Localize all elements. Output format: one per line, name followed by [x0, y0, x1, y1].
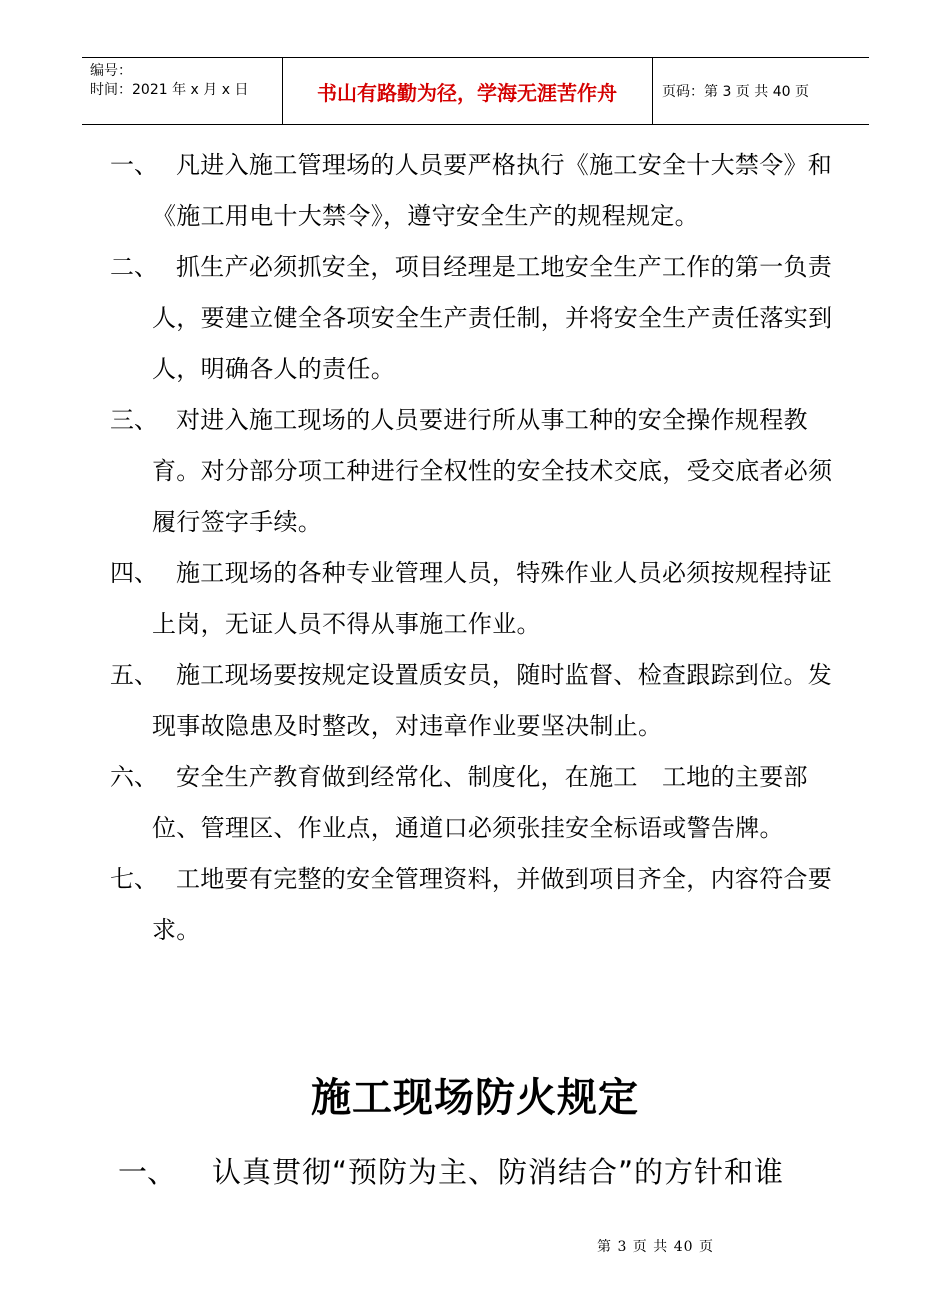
section-title: 施工现场防火规定 — [311, 1075, 639, 1121]
date-label: 时间：2021 年 x 月 x 日 — [90, 82, 249, 98]
list-item — [110, 752, 850, 854]
serial-number-label: 编号： — [90, 63, 132, 79]
list-item — [110, 242, 850, 395]
item-number: 四、 — [110, 559, 158, 587]
list-item — [110, 650, 850, 752]
item-number: 一、 — [118, 1155, 177, 1189]
page-footer: 第 3 页 共 40 页 — [597, 1239, 714, 1255]
item-text: 凡进入施工管理场的人员要严格执行《施工安全十大禁令》和《施工用电十大禁令》，遵守安全生产的规程规定。 — [152, 151, 833, 230]
item-text: 对进入施工现场的人员要进行所从事工种的安全操作规程教育。对分部分项工种进行全权性的安全技术交底，受交底者必须履行签字手续。 — [152, 406, 833, 536]
item-text: 施工现场的各种专业管理人员，特殊作业人员必须按规程持证上岗，无证人员不得从事施工作业。 — [152, 559, 833, 638]
page-header — [82, 57, 869, 125]
item-text: 认真贯彻“预防为主、防消结合”的方针和谁 — [212, 1155, 785, 1189]
list-item — [110, 854, 850, 956]
item-number: 七、 — [110, 865, 158, 893]
rules-list — [110, 140, 850, 956]
item-number: 五、 — [110, 661, 158, 689]
header-page-info: 页码：第 3 页 共 40 页 — [662, 84, 809, 100]
item-number: 六、 — [110, 763, 158, 791]
item-number: 二、 — [110, 253, 158, 281]
header-divider — [652, 58, 653, 124]
item-number: 一、 — [110, 151, 158, 179]
list-item — [110, 548, 850, 650]
item-number: 三、 — [110, 406, 158, 434]
item-text: 抓生产必须抓安全，项目经理是工地安全生产工作的第一负责人，要建立健全各项安全生产责任制，并将安全生产责任落实到人，明确各人的责任。 — [152, 253, 833, 383]
header-meta — [90, 62, 248, 100]
header-motto: 书山有路勤为径，学海无涯苦作舟 — [317, 80, 617, 105]
item-text: 施工现场要按规定设置质安员，随时监督、检查跟踪到位。发现事故隐患及时整改，对违章作业要坚决制止。 — [152, 661, 833, 740]
section-first-item — [118, 1150, 784, 1194]
item-text: 安全生产教育做到经常化、制度化，在施工 工地的主要部位、管理区、作业点，通道口必须张挂安全标语或警告牌。 — [152, 763, 808, 842]
item-text: 工地要有完整的安全管理资料，并做到项目齐全，内容符合要求。 — [152, 865, 833, 944]
list-item — [110, 140, 850, 242]
list-item — [110, 395, 850, 548]
